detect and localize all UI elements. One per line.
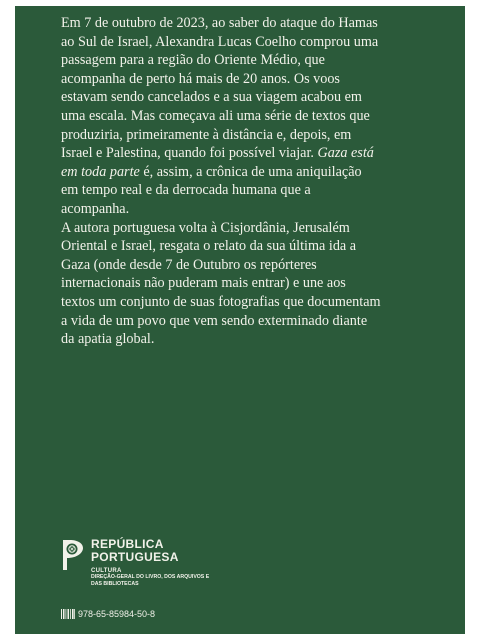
logo-line-2: PORTUGUESA [91,550,179,564]
book-title-italic: Gaza está em toda parte [61,145,374,180]
blurb-paragraph-1 [61,14,381,219]
blurb-text-1b: é, assim, a crônica de uma aniquilação em tempo real e da derrocada humana que a acompanha. [61,163,362,217]
isbn-number: 978-65-85984-50-8 [78,609,156,619]
blurb-paragraph-2: A autora portuguesa volta à Cisjordânia, Jerusalém Oriental e Israel, resgata o relato da sua última ida a Gaza (onde desde 7 de Outubro os repórteres internacionais não puderam mais entrar) e une aos textos um conjunto de suas fotografias que documentam a vida de um povo que vem sendo exterminado diante da apatia global. [61,219,381,348]
back-cover-blurb [61,14,381,349]
logo-line-1: REPÚBLICA [91,537,164,551]
logo-culture: CULTURA [91,568,122,574]
logo-wordmark [91,538,179,564]
logo-department: DIREÇÃO-GERAL DO LIVRO, DOS ARQUIVOS E DAS BIBLIOTECAS [91,574,210,587]
isbn [61,609,155,619]
republica-portuguesa-emblem-icon [61,538,85,572]
logo-subtitle [91,568,221,587]
publisher-logo [61,536,231,606]
blurb-text-1a: Em 7 de outubro de 2023, ao saber do ataque do Hamas ao Sul de Israel, Alexandra Lucas Coelho comprou uma passagem para a região do Oriente Médio, que acompanha de perto há mais de 20 anos. Os voos estavam sendo cancelados e a sua viagem acabou em uma escala. Mas começava ali uma série de textos que produziria, primeiramente à distância e, depois, em Israel e Palestina, quando foi possível viajar. [61,15,379,162]
isbn-barcode-icon [61,609,75,619]
back-cover [15,6,465,634]
